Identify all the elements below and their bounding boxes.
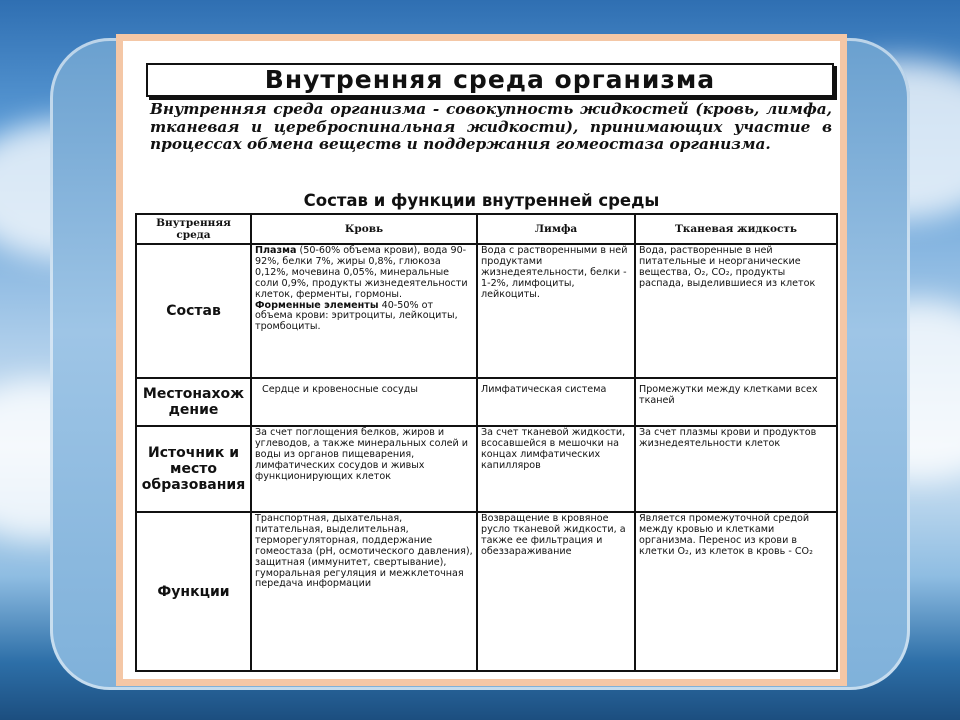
table-row (136, 426, 837, 512)
elements-text: 40-50% от объема крови: эритроциты, лейкоциты, тромбоциты. (255, 299, 458, 333)
lymph-cell: Возвращение в кровяное русло тканевой жидкости, а также ее фильтрация и обеззараживание (477, 512, 635, 671)
table-header-row (136, 214, 837, 244)
page-title: Внутренняя среда организма (146, 63, 834, 97)
tissue-cell: Является промежуточной средой между кровью и клетками организма. Перенос из крови в клетки O₂, из клеток в кровь - CO₂ (635, 512, 837, 671)
table-row (136, 244, 837, 378)
lymph-cell: Вода с растворенными в ней продуктами жизнедеятельности, белки - 1-2%, лимфоциты, лейкоциты. (477, 244, 635, 378)
plasma-label: Плазма (255, 245, 297, 256)
table-title: Состав и функции внутренней среды (303, 191, 660, 210)
tissue-cell: Вода, растворенные в ней питательные и неорганические вещества, O₂, CO₂, продукты распада, выделившиеся из клеток (635, 244, 837, 378)
blood-cell (251, 244, 477, 378)
row-label: Функции (136, 512, 251, 671)
definition-text: Внутренняя среда организма - совокупность жидкостей (кровь, лимфа, тканевая и цереброспинальная жидкости), принимающих участие в процессах обмена веществ и поддержания гомеостаза организма. (150, 100, 832, 153)
table-row (136, 512, 837, 671)
table-row (136, 378, 837, 426)
lymph-cell: За счет тканевой жидкости, всосавшейся в мешочки на концах лимфатических капилляров (477, 426, 635, 512)
blood-cell: Транспортная, дыхательная, питательная, выделительная, терморегуляторная, поддержание гомеостаза (рН, осмотического давления), защитная (иммунитет, свертывание), гуморальная регуляция и межклеточная передача информации (251, 512, 477, 671)
row-label: Местонахождение (136, 378, 251, 426)
functions-table (135, 213, 838, 672)
tissue-cell: За счет плазмы крови и продуктов жизнедеятельности клеток (635, 426, 837, 512)
column-header: Внутренняя среда (136, 214, 251, 244)
document-sheet (123, 41, 840, 679)
column-header: Кровь (251, 214, 477, 244)
blood-cell: За счет поглощения белков, жиров и углеводов, а также минеральных солей и воды из органов пищеварения, лимфатических сосудов и живых функционирующих клеток (251, 426, 477, 512)
row-label: Источник и место образования (136, 426, 251, 512)
slide-card (116, 34, 847, 686)
column-header: Лимфа (477, 214, 635, 244)
blood-cell: Сердце и кровеносные сосуды (251, 378, 477, 426)
elements-label: Форменные элементы (255, 299, 379, 311)
tissue-cell: Промежутки между клетками всех тканей (635, 378, 837, 426)
column-header: Тканевая жидкость (635, 214, 837, 244)
plasma-text: (50-60% объема крови), вода 90-92%, белки 7%, жиры 0,8%, глюкоза 0,12%, мочевина 0,05%, минеральные соли 0,9%, продукты жизнедеятельности клеток, ферменты, гормоны. (255, 245, 468, 300)
row-label: Состав (136, 244, 251, 378)
lymph-cell: Лимфатическая система (477, 378, 635, 426)
